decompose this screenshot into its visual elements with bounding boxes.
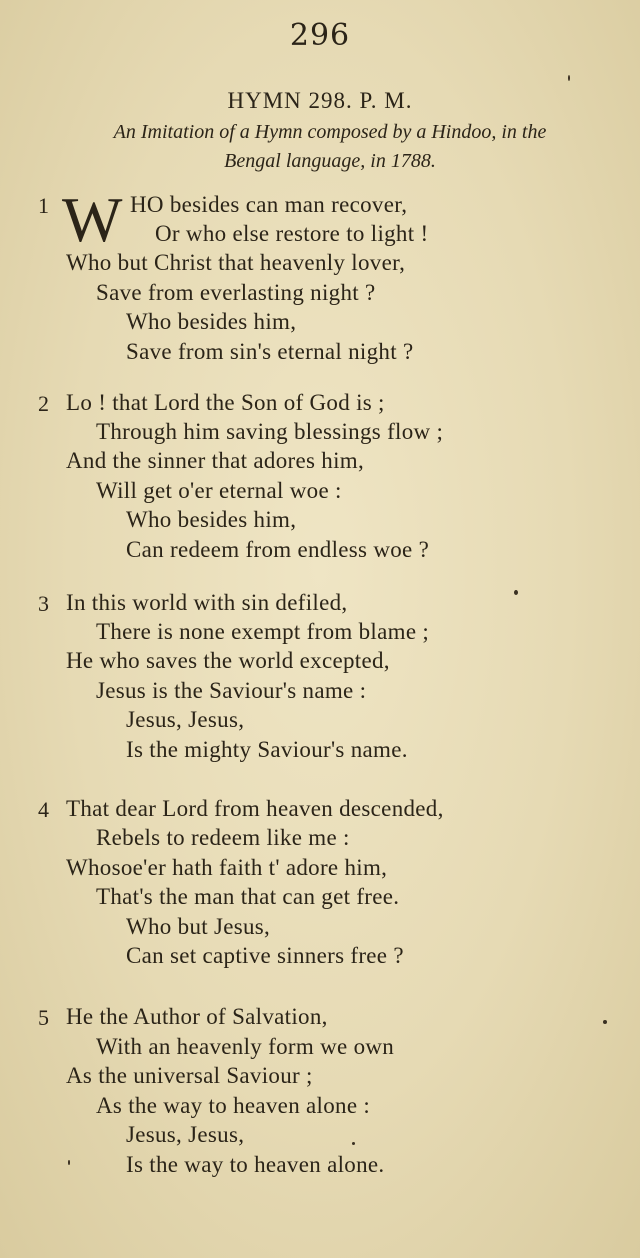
paper-speck <box>603 1020 607 1024</box>
verse-line: Who but Christ that heavenly lover, <box>66 250 406 275</box>
verse-line: Through him saving blessings flow ; <box>96 419 444 444</box>
verse-number: 2 <box>38 391 49 416</box>
subtitle-line: Bengal language, in 1788. <box>224 150 436 172</box>
verse-line: Is the way to heaven alone. <box>126 1152 385 1177</box>
hymn-subtitle <box>30 118 630 176</box>
verse-line: Rebels to redeem like me : <box>96 825 350 850</box>
verse-line: Save from sin's eternal night ? <box>126 339 414 364</box>
verse-line: He the Author of Salvation, <box>66 1004 328 1029</box>
verse-line: As the way to heaven alone : <box>96 1093 371 1118</box>
verse-line: That's the man that can get free. <box>96 884 400 909</box>
verse-line: He who saves the world excepted, <box>66 648 390 673</box>
verse-number: 5 <box>38 1005 49 1030</box>
verse-line: Save from everlasting night ? <box>96 280 376 305</box>
verse-line: With an heavenly form we own <box>96 1034 395 1059</box>
paper-speck <box>68 1160 70 1165</box>
paper-speck <box>514 590 518 595</box>
verse-line: Can redeem from endless woe ? <box>126 537 430 562</box>
verse-line: Who but Jesus, <box>126 914 271 939</box>
verse-line: There is none exempt from blame ; <box>96 619 430 644</box>
verse-number: 4 <box>38 797 49 822</box>
verse-line: As the universal Saviour ; <box>66 1063 313 1088</box>
verse-line: Jesus, Jesus, <box>126 1122 245 1147</box>
verse-line: Jesus is the Saviour's name : <box>96 678 367 703</box>
verse-number: 3 <box>38 591 49 616</box>
hymn-title: HYMN 298. P. M. <box>227 88 413 113</box>
verse-line: HO besides can man recover, <box>130 192 408 217</box>
verse-line: Jesus, Jesus, <box>126 707 245 732</box>
verse-line: And the sinner that adores him, <box>66 448 365 473</box>
drop-cap: W <box>62 184 123 255</box>
verse-line: Is the mighty Saviour's name. <box>126 737 408 762</box>
subtitle-line: An Imitation of a Hymn composed by a Hindoo, in the <box>113 121 547 143</box>
paper-speck <box>568 75 570 81</box>
verse-line: Lo ! that Lord the Son of God is ; <box>66 390 385 415</box>
verse-line: Whosoe'er hath faith t' adore him, <box>66 855 388 880</box>
verse-line: Will get o'er eternal woe : <box>96 478 342 503</box>
verse-line: In this world with sin defiled, <box>66 590 348 615</box>
page-number: 296 <box>289 18 351 53</box>
verse-line: Who besides him, <box>126 309 297 334</box>
verse-number: 1 <box>38 193 49 218</box>
verse-line: Can set captive sinners free ? <box>126 943 404 968</box>
paper-speck <box>352 1142 355 1145</box>
verse-line: Or who else restore to light ! <box>155 221 429 246</box>
verse-line: That dear Lord from heaven descended, <box>66 796 444 821</box>
verse-line: Who besides him, <box>126 507 297 532</box>
